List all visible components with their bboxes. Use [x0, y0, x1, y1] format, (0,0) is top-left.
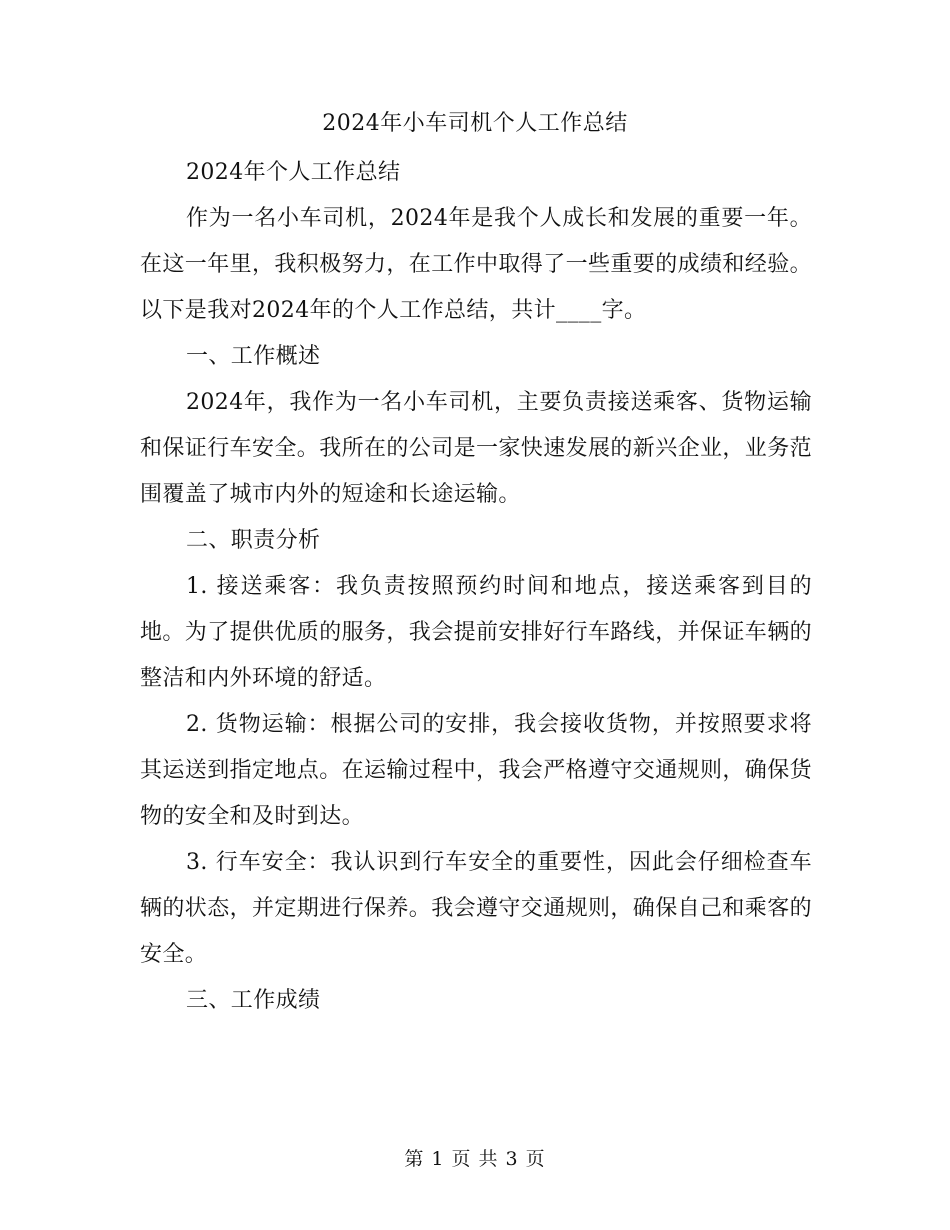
section-heading-duties: 二、职责分析: [186, 528, 321, 553]
paragraph-duty-cargo: 2. 货物运输：根据公司的安排，我会接收货物，并按照要求将其运送到指定地点。在运输过程中，我会严格遵守交通规则，确保货物的安全和及时到达。: [140, 712, 813, 829]
paragraph-overview: 2024年，我作为一名小车司机，主要负责接送乘客、货物运输和保证行车安全。我所在的公司是一家快速发展的新兴企业，业务范围覆盖了城市内外的短途和长途运输。: [140, 390, 813, 507]
document-title: 2024年小车司机个人工作总结: [322, 111, 628, 136]
page-footer: 第 1 页 共 3 页: [404, 1148, 546, 1170]
document-body: [140, 150, 812, 1024]
paragraph-duty-passengers: 1. 接送乘客：我负责按照预约时间和地点，接送乘客到目的地。为了提供优质的服务，我会提前安排好行车路线，并保证车辆的整洁和内外环境的舒适。: [140, 574, 813, 691]
paragraph-duty-safety: 3. 行车安全：我认识到行车安全的重要性，因此会仔细检查车辆的状态，并定期进行保养。我会遵守交通规则，确保自己和乘客的安全。: [140, 850, 813, 967]
section-heading-overview: 一、工作概述: [186, 344, 321, 369]
paragraph-subtitle: 2024年个人工作总结: [186, 160, 401, 185]
paragraph-intro: 作为一名小车司机，2024年是我个人成长和发展的重要一年。在这一年里，我积极努力，在工作中取得了一些重要的成绩和经验。以下是我对2024年的个人工作总结，共计____字。: [140, 206, 813, 323]
section-heading-achievements: 三、工作成绩: [186, 988, 321, 1013]
